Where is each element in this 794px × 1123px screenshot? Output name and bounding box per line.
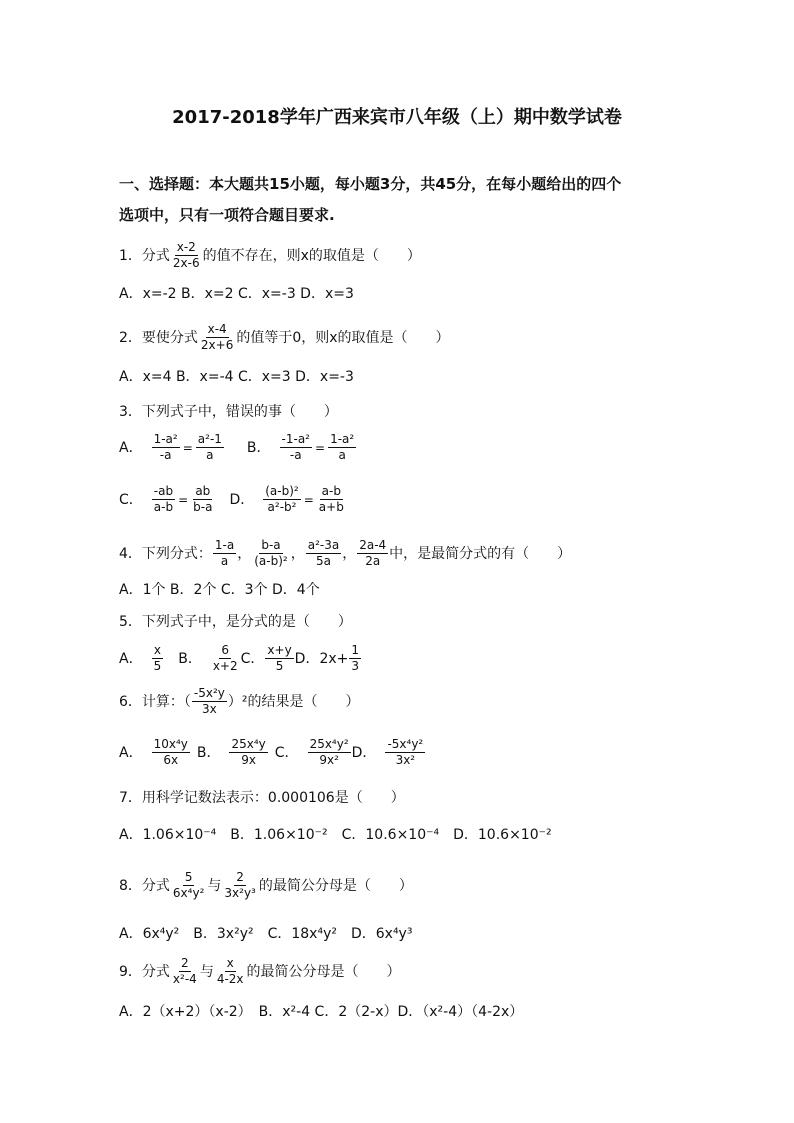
q9-mid: 与 [199,963,214,980]
question-4 [119,538,571,569]
q3-a-label: A． [119,439,143,456]
q3-c-right-den: b-a [193,500,213,514]
q2-denominator: 2x+6 [200,338,234,352]
q2-fraction [199,322,235,353]
q5-c-fraction [265,643,293,674]
q3-options-cd [119,484,347,515]
page-title: 2017-2018学年广西来宾市八年级（上）期中数学试卷 [172,107,622,128]
q9-fraction-2 [215,956,246,987]
q3-b-left-num: -1-a² [281,432,310,446]
question-8 [119,870,413,901]
q5-d-den: 3 [351,659,360,673]
q3-a-left-num: 1-a² [153,432,178,446]
q3-c-equals: = [178,492,189,507]
q3-b-left-den: -a [289,448,302,462]
q3-d-right-fraction [317,484,346,515]
q8-f1-den: 6x⁴y² [172,886,205,900]
q8-prefix: 8．分式 [119,877,170,894]
q6-d-den: 3x² [395,753,416,767]
q8-options: A．6x⁴y² B．3x²y² C．18x⁴y² D．6x⁴y³ [119,926,413,942]
q6-numerator: -5x²y [193,686,225,700]
q5-c-num: x+y [267,643,292,657]
q4-f2-den: (a-b)² [254,554,288,568]
q4-f2-num: b-a [261,538,281,552]
q3-a-right-den: a [206,448,214,462]
q4-f4-den: 2a [365,554,381,568]
q6-prefix: 6．计算：（ [119,693,191,710]
q3-b-right-fraction [328,432,356,463]
q5-a-num: x [153,643,161,657]
q3-c-label: C． [119,491,143,508]
q4-f4-num: 2a-4 [359,538,387,552]
q5-c-den: 5 [275,659,284,673]
q1-prefix: 1．分式 [119,247,170,264]
q4-f1-num: 1-a [214,538,235,552]
q1-numerator: x-2 [176,240,196,254]
q4-f1-den: a [220,554,229,568]
q6-c-den: 9x² [319,753,339,767]
q7-stem: 7．用科学记数法表示：0.000106是（ ） [119,790,405,806]
q6-a-label: A． [119,744,143,761]
q3-d-left-fraction [263,484,300,515]
q5-options [119,643,362,674]
q6-a-den: 6x [163,753,179,767]
q6-d-label: D． [351,744,377,761]
q5-d-num: 1 [351,643,360,657]
q8-fraction-2 [222,870,257,901]
q3-b-equals: = [315,440,326,455]
q2-prefix: 2．要使分式 [119,329,198,346]
q8-fraction-1 [171,870,206,901]
q5-b-fraction [211,643,240,674]
q6-a-fraction [152,737,190,768]
q6-b-label: B． [196,744,221,761]
q9-options: A．2（x+2）（x-2） B．x²-4 C．2（2-x）D．（x²-4）（4-2x） [119,1004,524,1020]
q4-fraction-2 [252,538,289,569]
section-heading-line1: 一、选择题：本大题共15小题，每小题3分，共45分，在每小题给出的四个 [119,175,622,193]
q9-suffix: 的最简公分母是（ ） [246,963,401,980]
q5-b-num: 6 [221,643,230,657]
q4-sep-1: ， [237,545,252,562]
q6-b-den: 9x [241,753,256,767]
q9-f1-den: x²-4 [172,972,197,986]
q3-a-left-fraction [152,432,180,463]
q4-sep-2: ， [290,545,305,562]
q4-options: A．1个 B．2个 C．3个 D．4个 [119,582,320,598]
q5-a-label: A． [119,650,143,667]
q9-f2-num: x [226,956,234,970]
q8-suffix: 的最简公分母是（ ） [258,877,413,894]
q1-fraction [171,240,202,271]
q5-b-label: B． [178,650,202,667]
q6-suffix: ）²的结果是（ ） [227,693,360,710]
section-heading-line2: 选项中，只有一项符合题目要求. [119,206,335,224]
q4-prefix: 4．下列分式： [119,545,212,562]
q1-options: A．x=-2 B．x=2 C．x=-3 D．x=3 [119,286,354,302]
q3-d-equals: = [303,492,314,507]
q6-b-fraction [229,737,267,768]
q6-b-num: 25x⁴y [231,737,266,751]
q8-mid: 与 [207,877,222,894]
q3-a-right-num: a²-1 [197,432,222,446]
q3-b-right-num: 1-a² [330,432,355,446]
q5-c-label: C． [240,650,265,667]
question-6 [119,686,360,717]
q3-options-ab [119,432,357,463]
q7-options: A．1.06×10⁻⁴ B．1.06×10⁻² C．10.6×10⁻⁴ D．10.6×10⁻² [119,827,552,843]
q3-c-right-num: ab [195,484,211,498]
q4-f3-num: a²-3a [307,538,340,552]
q6-d-num: -5x⁴y² [387,737,424,751]
q5-d-label: D． [294,650,320,667]
q5-d-fraction [349,643,361,674]
q4-fraction-1 [213,538,236,569]
q3-d-left-den: a²-b² [267,500,297,514]
q5-d-prefix: 2x+ [319,650,349,667]
q5-a-den: 5 [153,659,162,673]
q3-a-right-fraction [196,432,224,463]
q3-c-left-den: a-b [153,500,174,514]
q3-stem: 3．下列式子中，错误的事（ ） [119,404,338,420]
q3-d-label: D． [229,491,255,508]
q3-a-left-den: -a [159,448,172,462]
q1-suffix: 的值不存在，则x的取值是（ ） [202,247,421,264]
q9-f2-den: 4-2x [216,972,244,986]
q3-d-right-den: a+b [318,500,344,514]
q8-f2-den: 3x²y³ [224,886,256,900]
q2-options: A．x=4 B．x=-4 C．x=3 D．x=-3 [119,369,354,385]
q6-options [119,737,426,768]
q6-denominator: 3x [202,702,217,716]
q3-c-left-fraction [152,484,175,515]
q6-fraction [192,686,227,717]
q5-b-den: x+2 [212,659,238,673]
q2-numerator: x-4 [207,322,227,336]
question-1 [119,240,421,271]
q6-c-fraction [308,737,351,768]
q8-f2-num: 2 [236,870,244,884]
q9-fraction-1 [171,956,199,987]
q3-a-equals: = [182,440,193,455]
q8-f1-num: 5 [184,870,193,884]
question-9 [119,956,401,987]
q5-a-fraction [152,643,164,674]
q3-c-right-fraction [191,484,214,515]
question-2 [119,322,450,353]
q4-suffix: 中，是最简分式的有（ ） [389,545,572,562]
q3-b-right-den: a [338,448,346,462]
q4-f3-den: 5a [315,554,331,568]
q6-a-num: 10x⁴y [153,737,188,751]
q4-sep-3: ， [342,545,357,562]
q3-d-left-num: (a-b)² [265,484,299,498]
q9-f1-num: 2 [181,956,189,970]
q2-suffix: 的值等于0，则x的取值是（ ） [236,329,450,346]
q3-b-label: B． [246,439,271,456]
q9-prefix: 9．分式 [119,963,170,980]
q6-c-num: 25x⁴y² [309,737,349,751]
q3-c-left-num: -ab [153,484,174,498]
q3-b-left-fraction [280,432,312,463]
q1-denominator: 2x-6 [172,256,200,270]
q6-d-fraction [385,737,425,768]
q6-c-label: C． [274,744,299,761]
q4-fraction-4 [357,538,388,569]
q4-fraction-3 [306,538,341,569]
q3-d-right-num: a-b [321,484,341,498]
q5-stem: 5．下列式子中，是分式的是（ ） [119,614,352,630]
